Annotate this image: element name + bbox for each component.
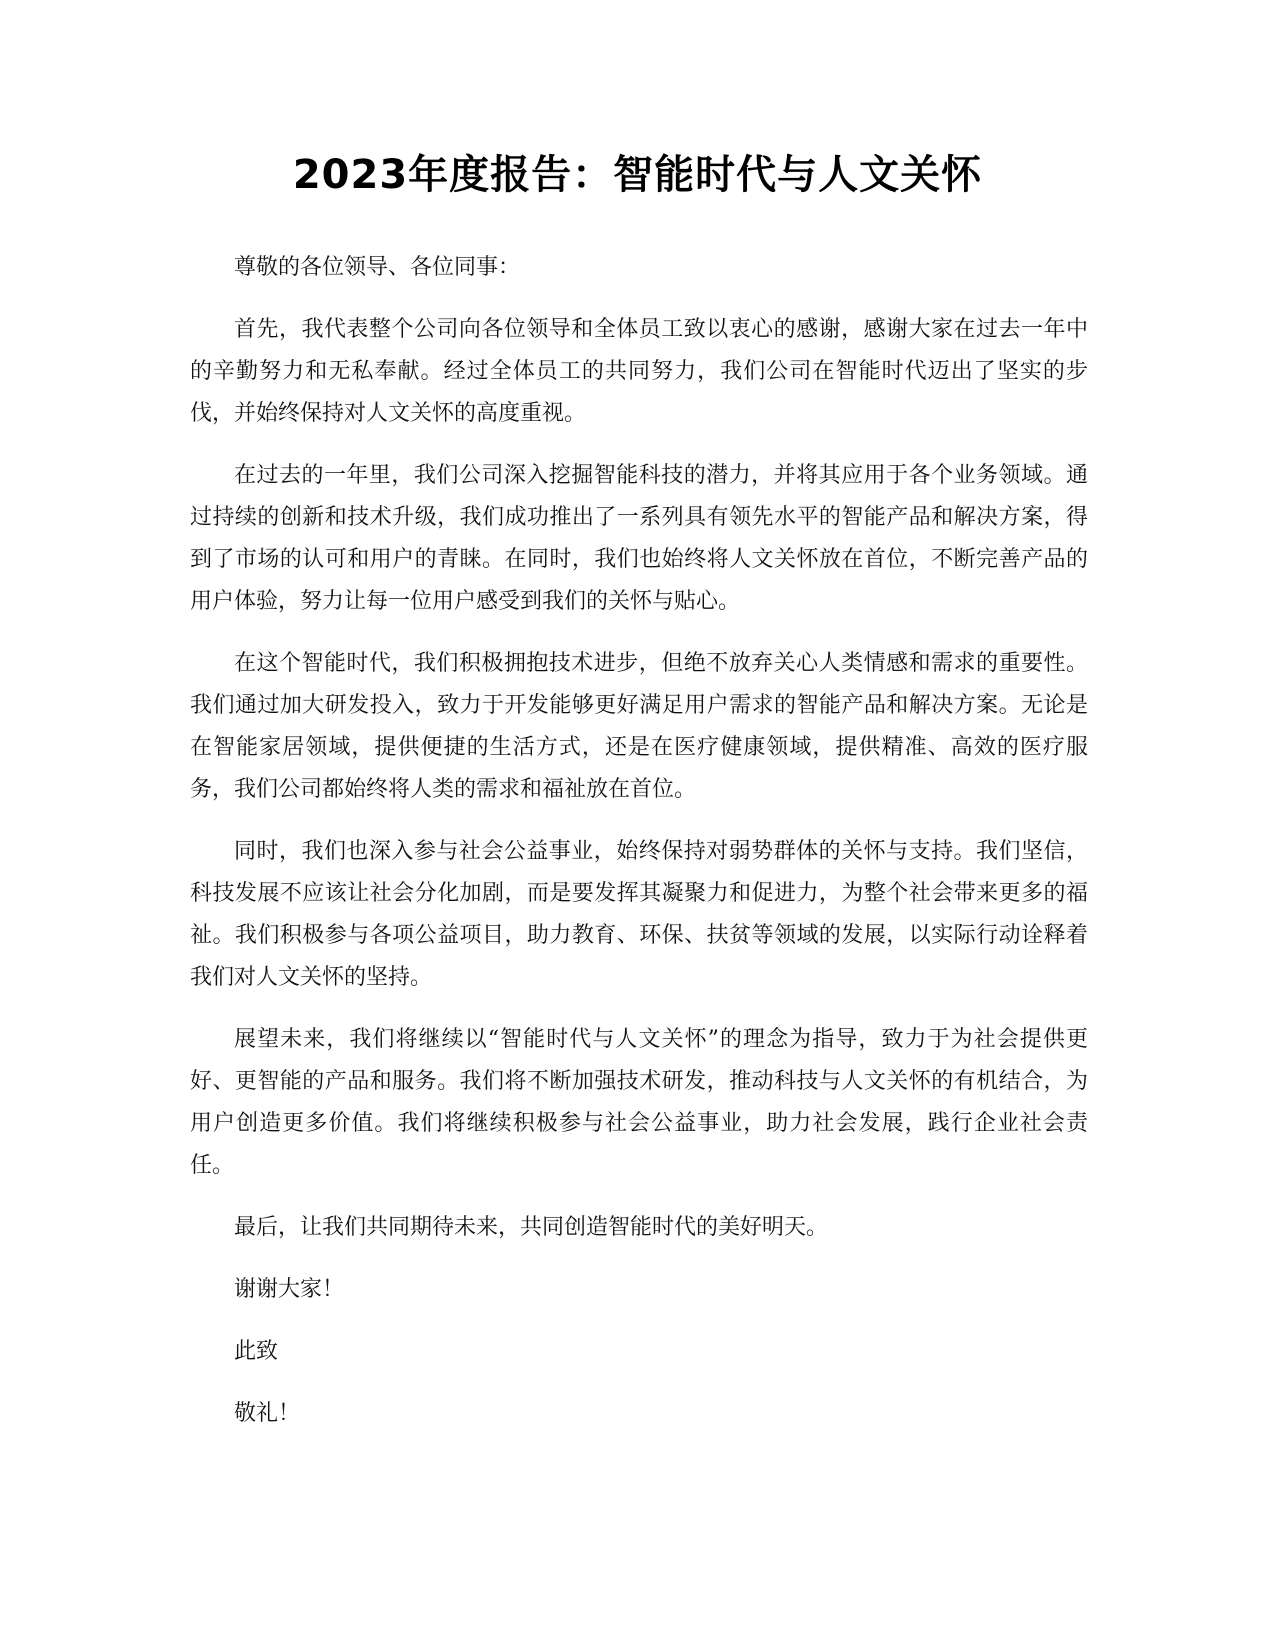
paragraph-past-year: 在过去的一年里，我们公司深入挖掘智能科技的潜力，并将其应用于各个业务领域。通过持续的创新和技术升级，我们成功推出了一系列具有领先水平的智能产品和解决方案，得到了市场的认可和用户的青睐。在同时，我们也始终将人文关怀放在首位，不断完善产品的用户体验，努力让每一位用户感受到我们的关怀与贴心。 [190,463,1088,614]
paragraph-closing: 最后，让我们共同期待未来，共同创造智能时代的美好明天。 [234,1215,829,1240]
paragraph-public-welfare: 同时，我们也深入参与社会公益事业，始终保持对弱势群体的关怀与支持。我们坚信，科技发展不应该让社会分化加剧，而是要发挥其凝聚力和促进力，为整个社会带来更多的福祉。我们积极参与各项公益项目，助力教育、环保、扶贫等领域的发展，以实际行动诠释着我们对人文关怀的坚持。 [190,839,1088,990]
paragraph-smart-era: 在这个智能时代，我们积极拥抱技术进步，但绝不放弃关心人类情感和需求的重要性。我们通过加大研发投入，致力于开发能够更好满足用户需求的智能产品和解决方案。无论是在智能家居领域，提供便捷的生活方式，还是在医疗健康领域，提供精准、高效的医疗服务，我们公司都始终将人类的需求和福祉放在首位。 [190,651,1088,802]
document-body [190,247,1088,1455]
closing-zhici: 此致 [234,1339,279,1364]
paragraph-outlook: 展望未来，我们将继续以“智能时代与人文关怀”的理念为指导，致力于为社会提供更好、更智能的产品和服务。我们将不断加强技术研发，推动科技与人文关怀的有机结合，为用户创造更多价值。我们将继续积极参与社会公益事业，助力社会发展，践行企业社会责任。 [190,1027,1088,1178]
closing-jingli: 敬礼！ [234,1401,301,1426]
salutation: 尊敬的各位领导、各位同事： [234,255,521,280]
thanks-line: 谢谢大家！ [234,1277,345,1302]
paragraph-thanks: 首先，我代表整个公司向各位领导和全体员工致以衷心的感谢，感谢大家在过去一年中的辛勤努力和无私奉献。经过全体员工的共同努力，我们公司在智能时代迈出了坚实的步伐，并始终保持对人文关怀的高度重视。 [190,317,1088,426]
document-title: 2023年度报告：智能时代与人文关怀 [292,152,983,198]
